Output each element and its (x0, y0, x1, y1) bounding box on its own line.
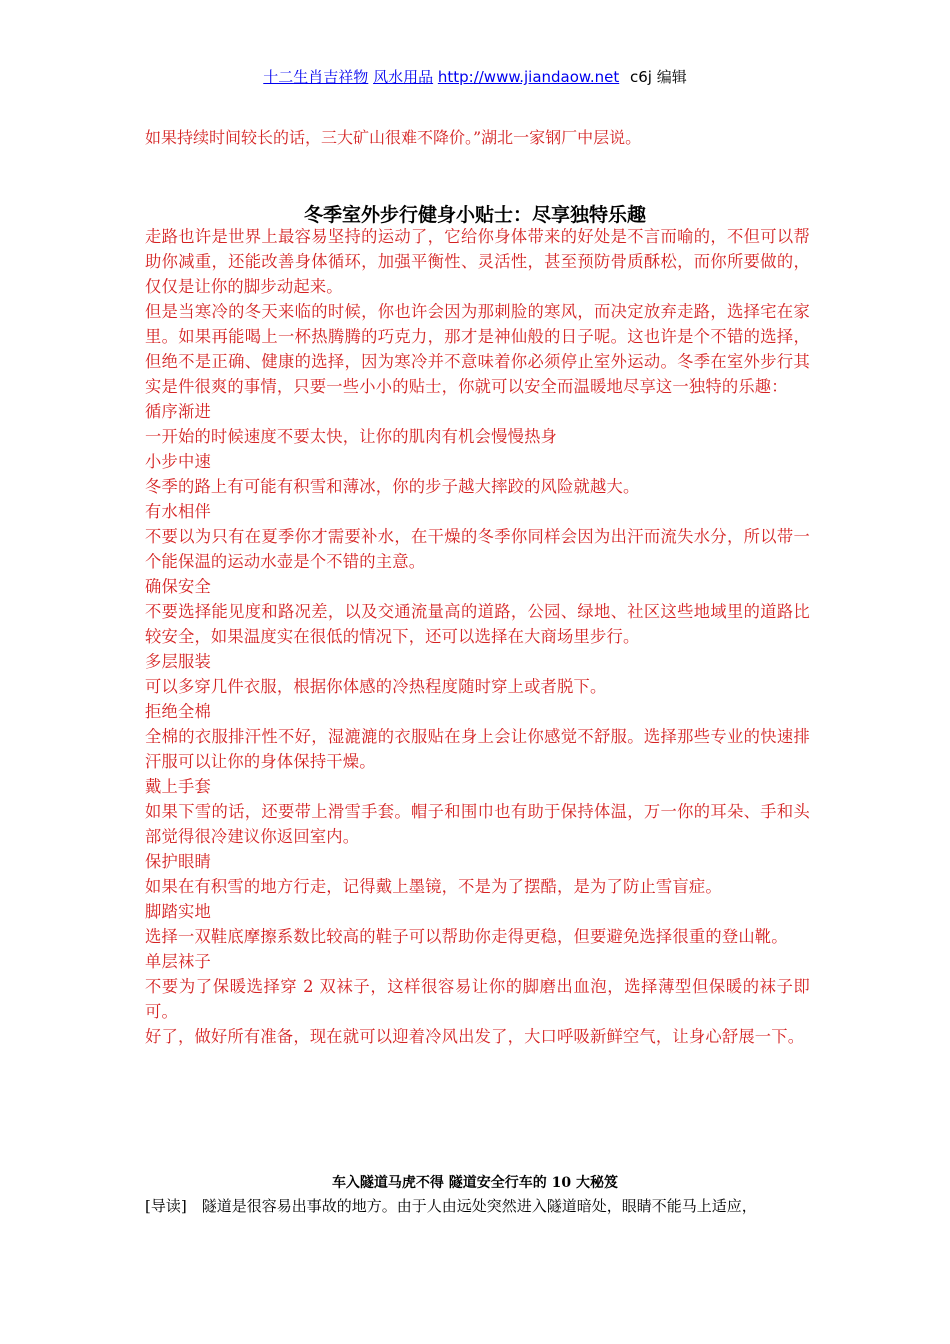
link-url[interactable]: http://www.jiandaow.net (437, 68, 620, 86)
tip-heading: 保护眼睛 (145, 852, 211, 871)
top-line: 如果持续时间较长的话，三大矿山很难不降价。”湖北一家钢厂中层说。 (145, 128, 642, 147)
tip-text: 全棉的衣服排汗性不好，湿漉漉的衣服贴在身上会让你感觉不舒服。选择那些专业的快速排汗服可以让你的身体保持干燥。 (145, 727, 810, 771)
link-zodiac-mascot[interactable]: 十二生肖吉祥物 (263, 68, 369, 86)
tip-heading: 多层服装 (145, 652, 211, 671)
article1-body (145, 224, 810, 1049)
tip-text: 不要以为只有在夏季你才需要补水，在干燥的冬季你同样会因为出汗而流失水分，所以带一个能保温的运动水壶是个不错的主意。 (145, 527, 810, 571)
tip-text: 不要为了保暖选择穿 2 双袜子，这样很容易让你的脚磨出血泡，选择薄型但保暖的袜子即可。 (145, 977, 810, 1021)
page-header (0, 66, 950, 87)
tip-heading: 循序渐进 (145, 402, 211, 421)
tip-text: 如果在有积雪的地方行走，记得戴上墨镜，不是为了摆酷，是为了防止雪盲症。 (145, 877, 722, 896)
closing-paragraph: 好了，做好所有准备，现在就可以迎着冷风出发了，大口呼吸新鲜空气，让身心舒展一下。 (145, 1027, 805, 1046)
link-fengshui[interactable]: 风水用品 (373, 68, 434, 86)
paragraph: 但是当寒冷的冬天来临的时候，你也许会因为那刺脸的寒风，而决定放弃走路，选择宅在家里。如果再能喝上一杯热腾腾的巧克力，那才是神仙般的日子呢。这也许是个不错的选择，但绝不是正确、健康的选择，因为寒冷并不意味着你必须停止室外运动。冬季在室外步行其实是件很爽的事情，只要一些小小的贴士，你就可以安全而温暖地尽享这一独特的乐趣： (145, 302, 810, 396)
editor-note: c6j 编辑 (630, 68, 687, 86)
tip-heading: 戴上手套 (145, 777, 211, 796)
tip-heading: 小步中速 (145, 452, 211, 471)
tip-heading: 确保安全 (145, 577, 211, 596)
tip-text: 如果下雪的话，还要带上滑雪手套。帽子和围巾也有助于保持体温，万一你的耳朵、手和头部觉得很冷建议你返回室内。 (145, 802, 810, 846)
tip-text: 一开始的时候速度不要太快，让你的肌肉有机会慢慢热身 (145, 427, 558, 446)
tip-text: 不要选择能见度和路况差，以及交通流量高的道路，公园、绿地、社区这些地域里的道路比较安全，如果温度实在很低的情况下，还可以选择在大商场里步行。 (145, 602, 810, 646)
paragraph: 走路也许是世界上最容易坚持的运动了，它给你身体带来的好处是不言而喻的，不但可以帮助你减重，还能改善身体循环，加强平衡性、灵活性，甚至预防骨质酥松，而你所要做的，仅仅是让你的脚步动起来。 (145, 227, 810, 296)
tip-heading: 脚踏实地 (145, 902, 211, 921)
article2-title: 车入隧道马虎不得 隧道安全行车的 10 大秘笈 (331, 1175, 619, 1191)
article2-intro: [导读] 隧道是很容易出事故的地方。由于人由远处突然进入隧道暗处，眼睛不能马上适应， (145, 1197, 757, 1215)
article1-title: 冬季室外步行健身小贴士：尽享独特乐趣 (303, 204, 646, 226)
tip-text: 冬季的路上有可能有积雪和薄冰，你的步子越大摔跤的风险就越大。 (145, 477, 640, 496)
tip-text: 可以多穿几件衣服，根据你体感的冷热程度随时穿上或者脱下。 (145, 677, 607, 696)
tip-heading: 单层袜子 (145, 952, 211, 971)
tip-heading: 有水相伴 (145, 502, 211, 521)
tip-text: 选择一双鞋底摩擦系数比较高的鞋子可以帮助你走得更稳，但要避免选择很重的登山靴。 (145, 927, 788, 946)
tip-heading: 拒绝全棉 (145, 702, 211, 721)
